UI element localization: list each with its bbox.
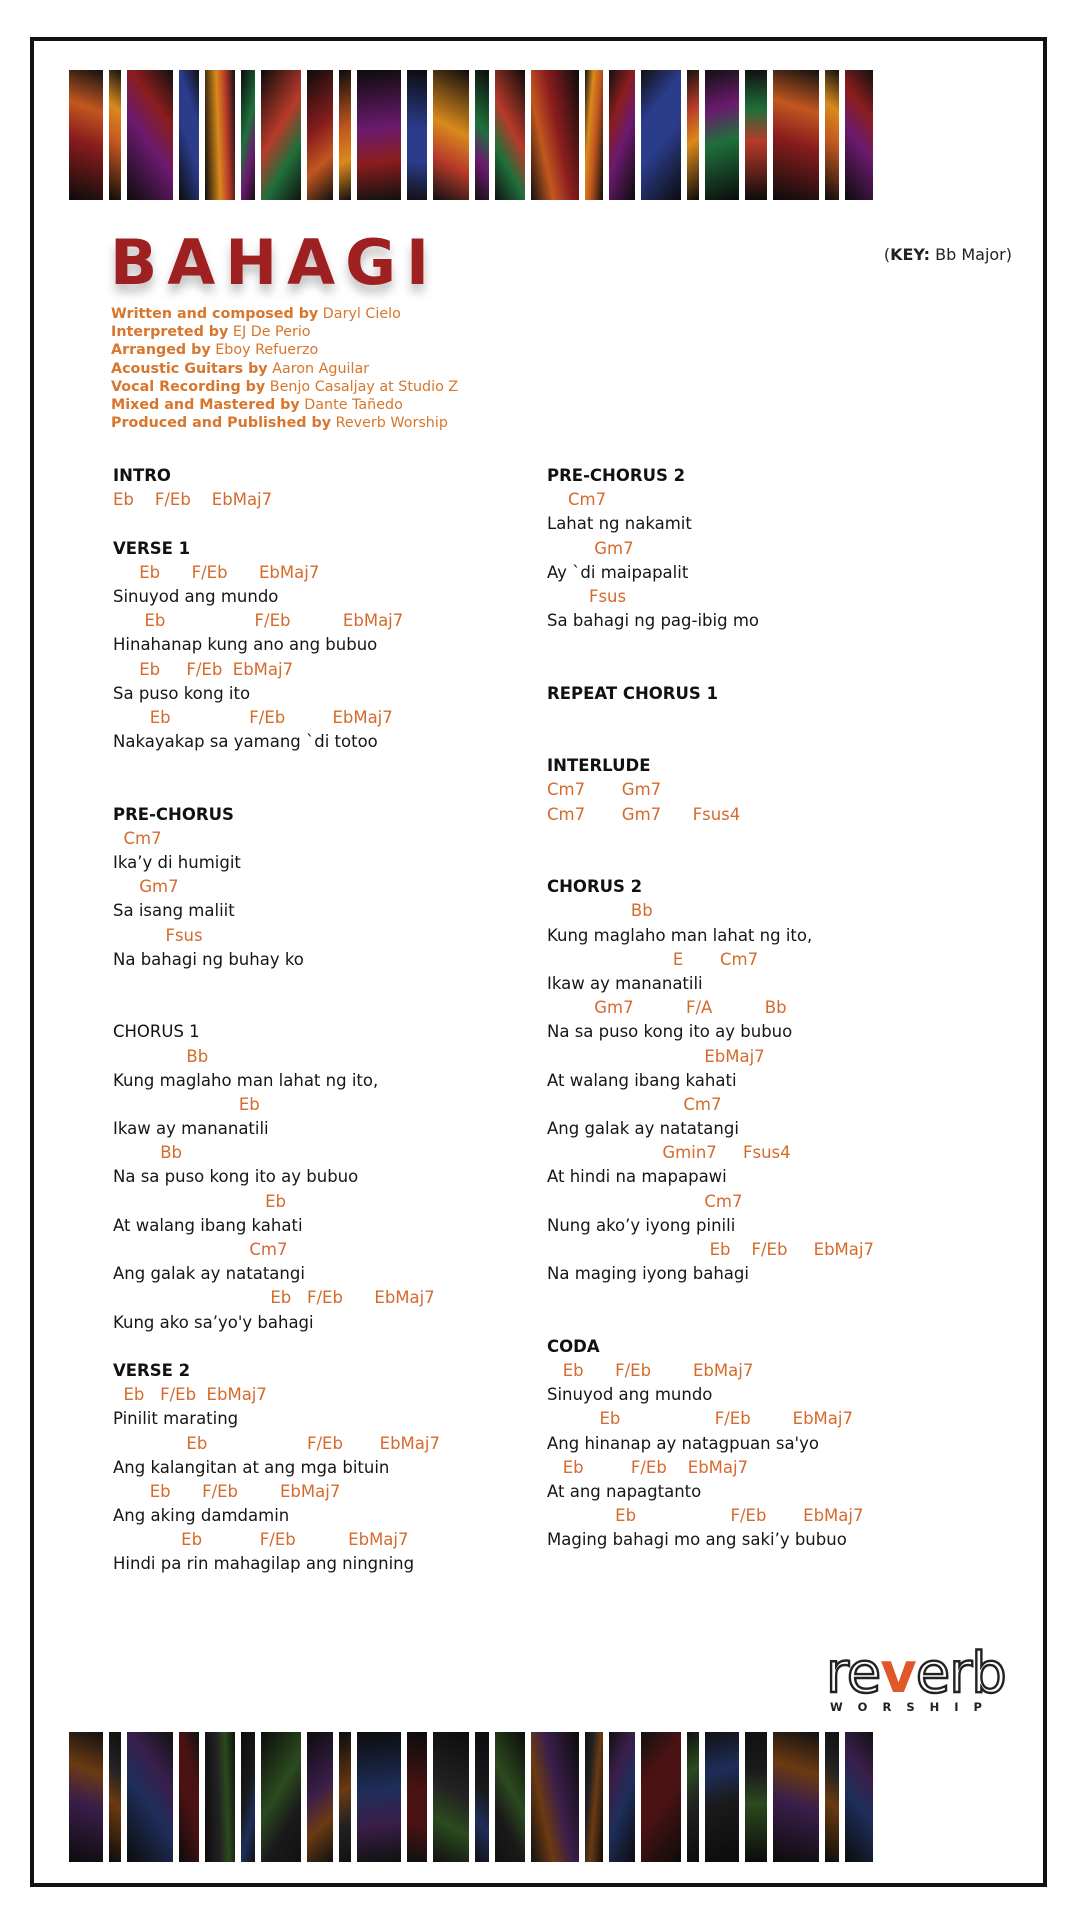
chord-line: Eb F/Eb EbMaj7 [113, 562, 320, 582]
banner-stripe [475, 1732, 489, 1862]
banner-stripe [357, 1732, 401, 1862]
lyric-line: At ang napagtanto [547, 1481, 702, 1501]
banner-stripe [339, 70, 351, 200]
chord-line: Cm7 [547, 1191, 743, 1211]
chord-line: Eb F/Eb EbMaj7 [113, 490, 273, 510]
chord-line: Cm7 [113, 1240, 288, 1259]
credit-line: Vocal Recording by Benjo Casaljay at Studio Z [111, 378, 459, 395]
banner-stripe [531, 70, 579, 200]
lyric-line: Na bahagi ng buhay ko [113, 949, 304, 969]
banner-stripe [241, 1732, 255, 1862]
banner-stripe [687, 1732, 699, 1862]
chord-line: Cm7 Gm7 [547, 780, 662, 800]
banner-stripe [357, 70, 401, 200]
lyric-line: Pinilit marating [113, 1409, 239, 1429]
chord-line: Eb F/Eb EbMaj7 [113, 1288, 435, 1308]
chord-line: Fsus [113, 925, 203, 945]
lyric-line: Ang aking damdamin [113, 1506, 290, 1526]
banner-stripe [261, 1732, 301, 1862]
section-heading: PRE-CHORUS 2 [547, 466, 686, 485]
banner-stripe [205, 1732, 235, 1862]
banner-stripe [433, 1732, 469, 1862]
banner-stripe [585, 70, 603, 200]
chord-line: Bb [547, 901, 653, 921]
banner-stripe [773, 1732, 819, 1862]
chord-line: Eb F/Eb EbMaj7 [113, 1530, 409, 1550]
lyric-line: Kung maglaho man lahat ng ito, [547, 925, 813, 945]
chord-line: Eb F/Eb EbMaj7 [113, 707, 393, 727]
lyric-line: Nakayakap sa yamang `di totoo [113, 732, 378, 752]
section-heading: VERSE 2 [113, 1360, 191, 1380]
lyric-line: At hindi na mapapawi [547, 1167, 727, 1187]
chord-line: Cm7 [547, 490, 607, 510]
section-heading: REPEAT CHORUS 1 [547, 683, 718, 703]
lyric-line: Ika’y di humigit [113, 853, 241, 872]
chord-line: Eb F/Eb EbMaj7 [113, 659, 294, 679]
lyric-line: Sa isang maliit [113, 901, 235, 921]
logo-subtitle: WORSHIP [830, 1700, 997, 1714]
credit-line: Arranged by Eboy Refuerzo [111, 342, 319, 359]
lyric-line: At walang ibang kahati [113, 1215, 303, 1235]
credit-line: Interpreted by EJ De Perio [111, 324, 311, 341]
lyric-line: Hinahanap kung ano ang bubuo [113, 635, 378, 655]
spacer [547, 851, 1017, 875]
banner-stripe [609, 70, 635, 200]
banner-stripe [845, 70, 873, 200]
credits-block [111, 305, 458, 432]
chord-line: Eb F/Eb EbMaj7 [547, 1457, 749, 1477]
chord-line: Eb [113, 1094, 260, 1114]
banner-stripe [307, 70, 333, 200]
chord-line: Gmin7 Fsus4 [547, 1143, 791, 1163]
bottom-art-banner [69, 1732, 1015, 1862]
banner-stripe [109, 1732, 121, 1862]
banner-stripe [641, 1732, 681, 1862]
spacer [547, 730, 1017, 754]
banner-stripe [845, 1732, 873, 1862]
spacer [113, 996, 513, 1020]
spacer [547, 633, 1017, 657]
lyric-line: Ang kalangitan at ang mga bituin [113, 1457, 390, 1477]
lyric-line: Hindi pa rin mahagilap ang ningning [113, 1554, 415, 1574]
spacer [113, 778, 513, 802]
lyric-line: Na sa puso kong ito ay bubuo [547, 1022, 793, 1042]
chord-line: Bb [113, 1046, 209, 1066]
chord-line: Bb [113, 1143, 182, 1163]
banner-stripe [179, 70, 199, 200]
banner-stripe [407, 1732, 427, 1862]
chord-line: Eb F/Eb EbMaj7 [113, 1433, 440, 1453]
banner-stripe [127, 1732, 173, 1862]
banner-stripe [69, 1732, 103, 1862]
chord-line: Eb F/Eb EbMaj7 [113, 611, 404, 631]
credit-line: Acoustic Guitars by Aaron Aguilar [111, 360, 370, 377]
lyric-line: Nung ako’y iyong pinili [547, 1215, 736, 1235]
spacer [113, 972, 513, 996]
section-heading: INTERLUDE [547, 756, 651, 776]
lyric-line: Sa puso kong ito [113, 683, 251, 703]
banner-stripe [261, 70, 301, 200]
banner-stripe [495, 1732, 525, 1862]
section-heading: INTRO [113, 466, 171, 485]
credit-line: Mixed and Mastered by Dante Tañedo [111, 397, 403, 414]
banner-stripe [495, 70, 525, 200]
chord-line: Gm7 F/A Bb [547, 998, 787, 1018]
lyric-line: Lahat ng nakamit [547, 514, 692, 534]
chord-line: EbMaj7 [547, 1046, 765, 1066]
section-heading: CHORUS 2 [547, 877, 643, 897]
chord-line: Eb F/Eb EbMaj7 [547, 1409, 853, 1429]
chord-sheet-right-column [547, 464, 1017, 1552]
banner-stripe [705, 1732, 739, 1862]
spacer [113, 1335, 513, 1359]
banner-stripe [339, 1732, 351, 1862]
key-value: Bb Major [935, 245, 1006, 264]
lyric-line: Kung ako sa’yo'y bahagi [113, 1312, 314, 1332]
lyric-line: Ang hinanap ay natagpuan sa'yo [547, 1433, 819, 1453]
chord-line: Gm7 [547, 538, 634, 558]
spacer [547, 706, 1017, 730]
credit-line: Written and composed by Daryl Cielo [111, 306, 401, 322]
chord-line: Cm7 Gm7 Fsus4 [547, 804, 741, 824]
banner-stripe [609, 1732, 635, 1862]
lyric-line: Na maging iyong bahagi [547, 1264, 749, 1284]
chord-sheet-left-column [113, 464, 513, 1577]
banner-stripe [307, 1732, 333, 1862]
song-title: BAHAGI [110, 226, 440, 299]
banner-stripe [745, 70, 767, 200]
banner-stripe [825, 70, 839, 200]
lyric-line: Ikaw ay mananatili [113, 1119, 269, 1139]
credit-line: Produced and Published by Reverb Worship [111, 415, 448, 432]
banner-stripe [241, 70, 255, 200]
section-heading: VERSE 1 [113, 538, 191, 558]
lyric-line: Sa bahagi ng pag-ibig mo [547, 611, 760, 631]
banner-stripe [825, 1732, 839, 1862]
chord-line: Eb F/Eb EbMaj7 [113, 1385, 267, 1405]
banner-stripe [205, 70, 235, 200]
banner-stripe [109, 70, 121, 200]
lyric-line: Maging bahagi mo ang saki’y bubuo [547, 1530, 847, 1550]
song-key: (KEY: Bb Major) [883, 245, 1012, 264]
lyric-line: Sinuyod ang mundo [547, 1385, 713, 1405]
spacer [547, 1286, 1017, 1310]
lyric-line: Na sa puso kong ito ay bubuo [113, 1167, 359, 1187]
banner-stripe [705, 70, 739, 200]
chord-line: Cm7 [113, 828, 162, 848]
chord-line: Eb F/Eb EbMaj7 [547, 1506, 864, 1526]
lyric-line: At walang ibang kahati [547, 1070, 737, 1090]
banner-stripe [433, 70, 469, 200]
banner-stripe [745, 1732, 767, 1862]
banner-stripe [773, 70, 819, 200]
banner-stripe [127, 70, 173, 200]
spacer [113, 754, 513, 778]
key-label: KEY: [890, 245, 931, 264]
lyric-line: Ikaw ay mananatili [547, 973, 703, 993]
reverb-worship-logo [826, 1641, 1016, 1716]
lyric-line: Sinuyod ang mundo [113, 586, 279, 606]
chord-line: Eb F/Eb EbMaj7 [547, 1360, 754, 1380]
banner-stripe [475, 70, 489, 200]
banner-stripe [641, 70, 681, 200]
chord-line: Eb F/Eb EbMaj7 [547, 1240, 874, 1259]
lyric-line: Ang galak ay natatangi [113, 1264, 305, 1284]
chord-line: Eb F/Eb EbMaj7 [113, 1481, 341, 1501]
chord-line: Eb [113, 1191, 287, 1211]
lyric-line: Kung maglaho man lahat ng ito, [113, 1070, 379, 1090]
banner-stripe [585, 1732, 603, 1862]
chord-line: E Cm7 [547, 949, 759, 969]
banner-stripe [531, 1732, 579, 1862]
banner-stripe [407, 70, 427, 200]
section-heading: PRE-CHORUS [113, 804, 234, 824]
banner-stripe [69, 70, 103, 200]
banner-stripe [179, 1732, 199, 1862]
chord-line: Fsus [547, 586, 627, 606]
top-art-banner [69, 70, 1015, 200]
chord-line: Gm7 [113, 877, 179, 897]
spacer [547, 658, 1017, 682]
spacer [547, 1311, 1017, 1335]
banner-stripe [687, 70, 699, 200]
spacer [547, 827, 1017, 851]
lyric-line: Ang galak ay natatangi [547, 1119, 739, 1139]
chord-line: Cm7 [547, 1094, 722, 1114]
section-heading: CHORUS 1 [113, 1022, 200, 1042]
section-heading: CODA [547, 1336, 600, 1356]
spacer [113, 512, 513, 536]
logo-wordmark: reverb [826, 1641, 1006, 1706]
lyric-line: Ay `di maipapalit [547, 562, 689, 582]
